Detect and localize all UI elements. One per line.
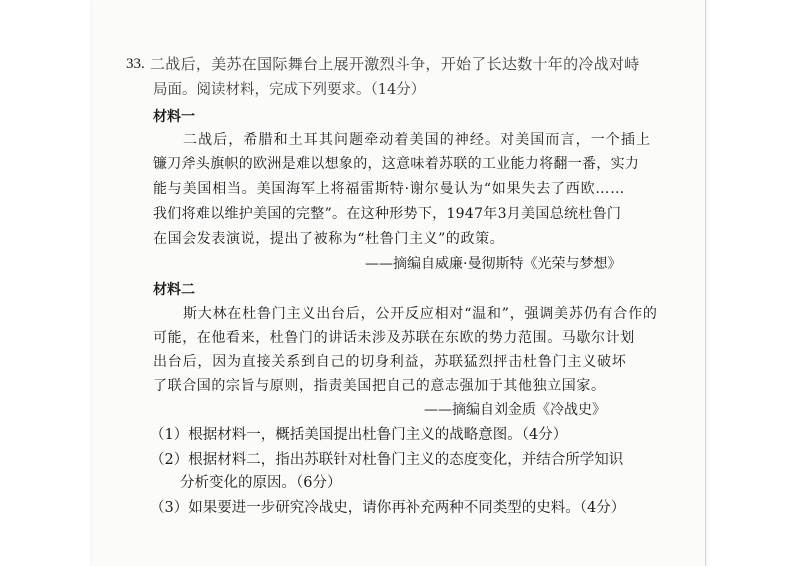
material-1-heading: 材料一	[153, 109, 195, 125]
material-1-line-5: 在国会发表演说，提出了被称为“杜鲁门主义”的政策。	[153, 231, 505, 247]
question-stem-line-1: 二战后，美苏在国际舞台上展开激烈斗争，开始了长达数十年的冷战对峙	[150, 55, 640, 73]
material-1-line-4: 我们将难以维护美国的完整”。在这种形势下，1947年3月美国总统杜鲁门	[153, 206, 622, 222]
material-1-source: ——摘编自威廉·曼彻斯特《光荣与梦想》	[365, 256, 622, 272]
task-2-continuation: 分析变化的原因。（6分）	[180, 475, 342, 491]
material-2-line-3: 出台后，因为直接关系到自己的切身利益，苏联猛烈抨击杜鲁门主义破坏	[153, 354, 627, 370]
task-1: （1）根据材料一，概括美国提出杜鲁门主义的战略意图。（4分）	[150, 427, 568, 443]
task-3: （3）如果要进一步研究冷战史，请你再补充两种不同类型的史料。（4分）	[150, 500, 626, 516]
material-2-source: ——摘编自刘金质《冷战史》	[424, 402, 606, 418]
material-2-heading: 材料二	[153, 282, 195, 298]
material-2-line-2: 可能，在他看来，杜鲁门的讲话未涉及苏联在东欧的势力范围。马歇尔计划	[153, 330, 635, 346]
material-1-line-2: 镰刀斧头旗帜的欧洲是难以想象的，这意味着苏联的工业能力将翻一番，实力	[153, 156, 640, 172]
question-stem-line-2: 局面。阅读材料，完成下列要求。（14分）	[153, 82, 426, 98]
material-1-line-1: 二战后，希腊和土耳其问题牵动着美国的神经。对美国而言，一个插上	[183, 132, 652, 148]
question-number: 33.	[126, 56, 145, 72]
material-2-line-4: 了联合国的宗旨与原则，指责美国把自己的意志强加于其他独立国家。	[153, 378, 606, 394]
material-1-line-3: 能与美国相当。美国海军上将福雷斯特·谢尔曼认为“如果失去了西欧……	[153, 181, 626, 197]
material-2-line-1: 斯大林在杜鲁门主义出台后，公开反应相对“温和”，强调美苏仍有合作的	[183, 306, 658, 322]
task-2: （2）根据材料二，指出苏联针对杜鲁门主义的态度变化，并结合所学知识	[150, 452, 624, 468]
